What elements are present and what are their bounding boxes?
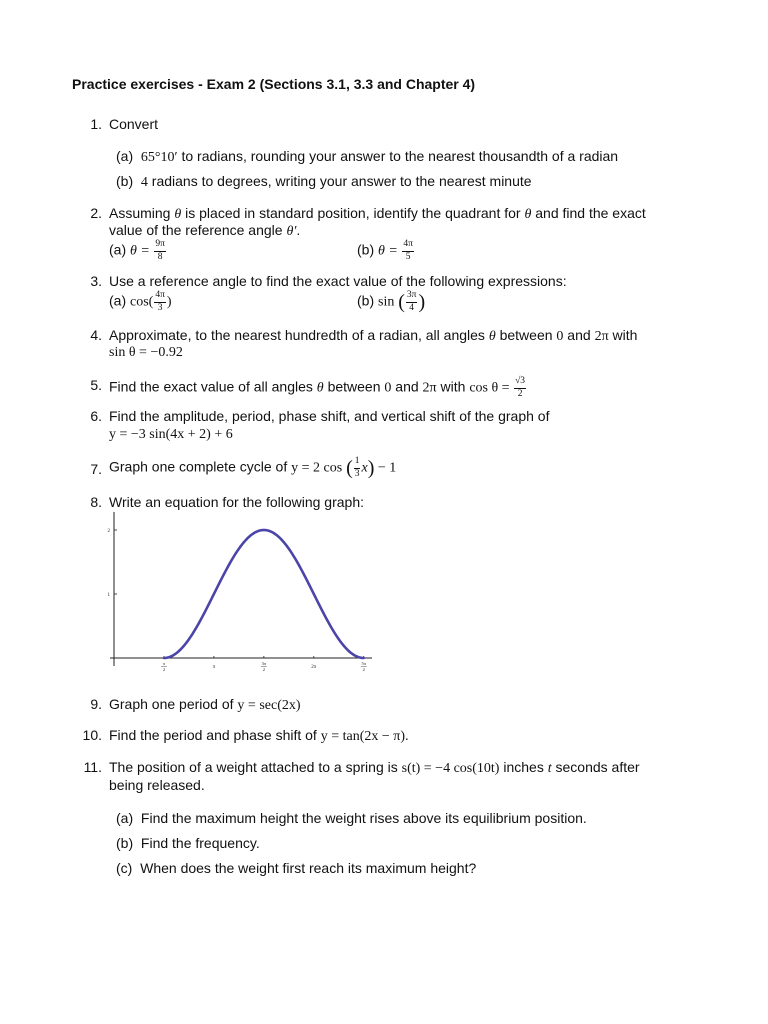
numerator: 4π (402, 240, 414, 252)
math-paren: ( (398, 291, 405, 313)
question-3-text: Use a reference angle to find the exact value of the following expressions: (109, 273, 567, 289)
question-number: 4. (90, 327, 102, 343)
fraction (154, 291, 166, 313)
part-label: (a) (116, 810, 134, 826)
fraction (406, 291, 418, 313)
numerator: 3π (406, 291, 418, 303)
math-expression: y = sec(2x) (237, 698, 301, 713)
denominator: 3 (354, 468, 360, 479)
text-run: with (608, 327, 638, 343)
question-number: 11. (83, 759, 102, 775)
math-expression: s(t) = −4 cos(10t) (401, 761, 500, 776)
math-expression: θ = (130, 243, 154, 259)
math-theta: θ (316, 380, 324, 396)
question-11a (116, 810, 587, 826)
x-tick-label: 2π (311, 665, 317, 670)
question-number: 10. (82, 727, 102, 743)
math-number: 0 (384, 380, 392, 396)
question-11-text (109, 759, 640, 777)
part-label: (b) (357, 292, 378, 309)
question-10-text (109, 727, 409, 745)
question-2b (357, 240, 415, 262)
question-7-text (109, 457, 396, 479)
y-tick-label: 2 (107, 529, 110, 534)
question-number: 7. (90, 461, 102, 477)
x-tick-label-den: 2 (362, 667, 365, 672)
math-expression: 4 (140, 175, 148, 190)
text-run: The position of a weight attached to a spring is (109, 759, 402, 775)
math-number: 2π (422, 380, 437, 396)
text-run: is placed in standard position, identify the quadrant for (181, 205, 525, 221)
math-number: 2π (594, 329, 609, 344)
y-tick-label: 1 (107, 593, 110, 598)
text-run: Assuming (109, 205, 175, 221)
part-label: (b) (116, 835, 134, 851)
text-run: Find the exact value of all angles (109, 378, 317, 395)
question-8-text: Write an equation for the following graph: (109, 494, 365, 510)
part-text: Find the maximum height the weight rises above its equilibrium position. (140, 810, 587, 826)
question-1a (116, 148, 618, 166)
chart-axes (107, 512, 372, 666)
x-tick-label-num: π (162, 661, 166, 666)
part-label: (b) (116, 173, 134, 189)
part-label: (a) (116, 148, 134, 164)
numerator: 4π (154, 291, 166, 303)
question-number: 3. (90, 273, 102, 289)
math-paren: ) (166, 294, 172, 310)
question-11-text-cont: being released. (109, 777, 205, 793)
question-1-text: Convert (109, 116, 159, 132)
question-number: 5. (90, 377, 102, 393)
math-theta: θ (524, 207, 532, 222)
denominator: 3 (157, 302, 163, 313)
part-label: (c) (116, 860, 133, 876)
text-run: Graph one complete cycle of (109, 458, 292, 475)
question-9-text (109, 696, 301, 714)
math-paren: ) (418, 291, 426, 313)
question-number: 9. (90, 696, 102, 712)
question-6-text: Find the amplitude, period, phase shift, and vertical shift of the graph of (109, 408, 550, 424)
text-run: seconds after (551, 759, 640, 775)
fraction (154, 240, 166, 262)
page-title: Practice exercises - Exam 2 (Sections 3.1, 3.3 and Chapter 4) (72, 76, 476, 92)
question-3a (109, 291, 172, 313)
question-1b (116, 173, 532, 191)
numerator: 9π (154, 240, 166, 252)
x-tick-label-den: 2 (162, 667, 166, 672)
x-tick-label-num: 5π (361, 661, 367, 666)
question-2a (109, 240, 167, 262)
question-number: 8. (90, 494, 102, 510)
question-number: 2. (90, 205, 102, 221)
question-4-text (109, 327, 637, 345)
math-theta: θ (174, 207, 182, 222)
part-label: (a) (109, 241, 130, 258)
math-theta: θ (488, 329, 496, 344)
text-run: with (436, 378, 470, 395)
denominator: 8 (157, 251, 163, 262)
question-2-text (109, 205, 646, 223)
sine-graph (100, 508, 380, 680)
part-text: to radians, rounding your answer to the nearest thousandth of a radian (177, 148, 619, 164)
question-11b (116, 835, 260, 851)
math-theta-prime: θ′ (286, 224, 297, 239)
math-variable: x (361, 460, 368, 476)
question-number: 6. (90, 408, 102, 424)
numerator: √3 (514, 377, 526, 389)
math-expression: θ = (378, 243, 402, 259)
math-variable: t (547, 761, 552, 776)
denominator: 5 (405, 251, 411, 262)
fraction (402, 240, 414, 262)
fraction (514, 377, 526, 399)
math-expression: 65°10′ (140, 150, 178, 165)
text-run: . (296, 222, 301, 238)
math-expression: cos θ = (469, 380, 514, 396)
part-text: Find the frequency. (140, 835, 260, 851)
math-expression: − 1 (374, 460, 397, 476)
text-run: Find the period and phase shift of (109, 727, 321, 743)
x-tick-label: π (212, 665, 216, 670)
math-function: cos( (130, 294, 154, 310)
text-run: and (563, 327, 595, 343)
question-2-text-cont (109, 222, 300, 240)
text-run: between (495, 327, 557, 343)
x-tick-label-num: 3π (261, 661, 267, 666)
text-run: between (323, 378, 385, 395)
series-line (164, 530, 364, 658)
chart-series (164, 530, 364, 658)
math-paren: ( (346, 457, 353, 479)
text-run: Graph one period of (109, 696, 238, 712)
question-4-equation: sin θ = −0.92 (109, 345, 183, 360)
math-function: sin (378, 294, 395, 310)
text-run: inches (499, 759, 548, 775)
math-paren: ) (367, 457, 375, 479)
math-expression: y = tan(2x − π). (320, 729, 409, 744)
math-expression: y = 2 cos (291, 460, 343, 476)
part-text: radians to degrees, writing your answer to the nearest minute (147, 173, 532, 189)
fraction (354, 457, 361, 479)
part-label: (b) (357, 241, 378, 258)
text-run: and find the exact (531, 205, 646, 221)
part-label: (a) (109, 292, 130, 309)
denominator: 4 (409, 302, 415, 313)
text-run: value of the reference angle (109, 222, 287, 238)
text-run: and (391, 378, 423, 395)
question-6-equation: y = −3 sin(4x + 2) + 6 (109, 427, 233, 442)
x-tick-label-den: 2 (262, 667, 265, 672)
math-number: 0 (556, 329, 564, 344)
denominator: 2 (517, 388, 523, 399)
question-11c (116, 860, 476, 876)
question-3b (357, 291, 425, 313)
question-number: 1. (90, 116, 102, 132)
numerator: 1 (354, 457, 361, 469)
text-run: Approximate, to the nearest hundredth of a radian, all angles (109, 327, 489, 343)
part-text: When does the weight first reach its maximum height? (140, 860, 477, 876)
question-5-text (109, 377, 527, 399)
